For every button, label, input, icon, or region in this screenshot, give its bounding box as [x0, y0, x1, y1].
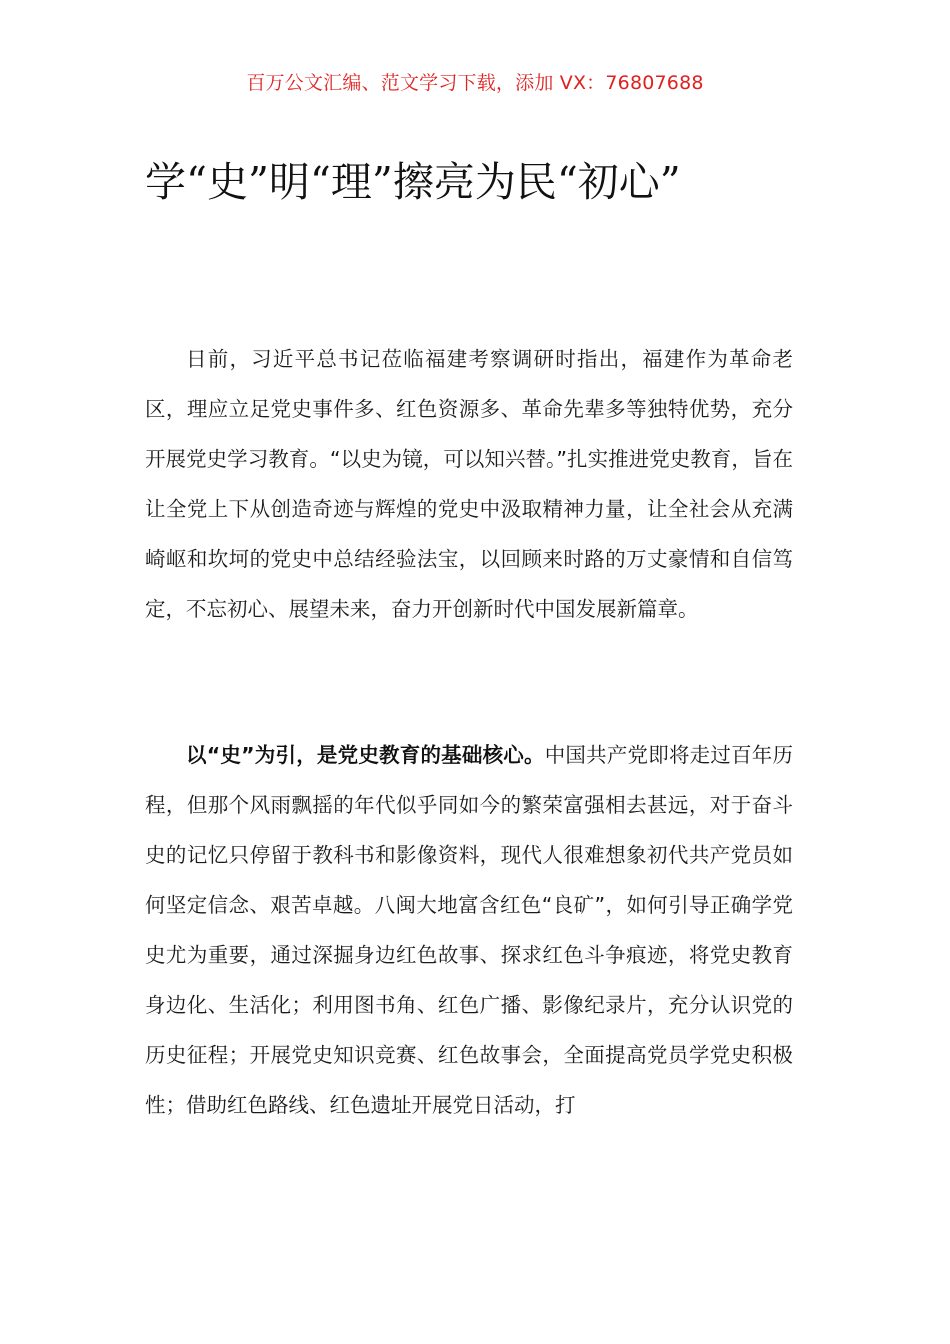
document-title: 学“史”明“理”擦亮为民“初心”	[145, 158, 681, 206]
header-watermark-note: 百万公文汇编、范文学习下载，添加 VX：76807688	[246, 72, 704, 94]
paragraph-text: 日前，习近平总书记莅临福建考察调研时指出，福建作为革命老区，理应立足党史事件多、红色资源多、革命先辈多等独特优势，充分开展党史学习教育。“以史为镜，可以知兴替。”扎实推进党史教育，旨在让全党上下从创造奇迹与辉煌的党史中汲取精神力量，让全社会从充满崎岖和坎坷的党史中总结经验法宝，以回顾来时路的万丈豪情和自信笃定，不忘初心、展望未来，奋力开创新时代中国发展新篇章。	[145, 347, 793, 621]
paragraph-history-guide	[145, 730, 793, 1130]
paragraph-text: 中国共产党即将走过百年历程，但那个风雨飘摇的年代似乎同如今的繁荣富强相去甚远，对于奋斗史的记忆只停留于教科书和影像资料，现代人很难想象初代共产党员如何坚定信念、艰苦卓越。八闽大地富含红色“良矿”，如何引导正确学党史尤为重要，通过深掘身边红色故事、探求红色斗争痕迹，将党史教育身边化、生活化；利用图书角、红色广播、影像纪录片，充分认识党的历史征程；开展党史知识竞赛、红色故事会，全面提高党员学党史积极性；借助红色路线、红色遗址开展党日活动，打	[145, 743, 793, 1117]
paragraph-intro	[145, 334, 793, 634]
paragraph-lead-sentence: 以“史”为引，是党史教育的基础核心。	[186, 743, 545, 767]
